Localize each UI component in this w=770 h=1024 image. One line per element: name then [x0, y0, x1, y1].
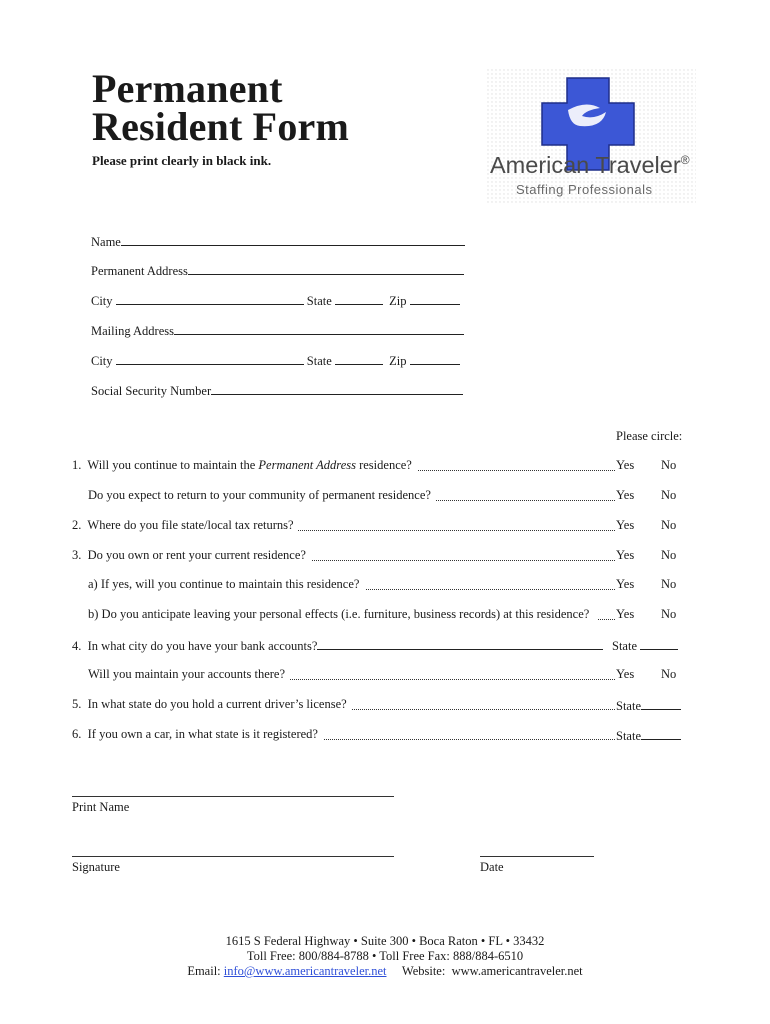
- yes-option[interactable]: Yes: [616, 607, 635, 621]
- signature-label: Signature: [72, 860, 120, 874]
- print-name-line[interactable]: [72, 796, 394, 797]
- logo-company-name: American Traveler: [490, 152, 681, 178]
- no-option[interactable]: No: [661, 548, 677, 562]
- state-field[interactable]: [612, 637, 678, 654]
- question-number: 4.: [72, 639, 82, 653]
- question-number: 3.: [72, 548, 82, 562]
- zip-line[interactable]: [410, 352, 460, 365]
- yes-option[interactable]: Yes: [616, 488, 635, 502]
- bank-city-line[interactable]: [317, 637, 603, 650]
- yes-option[interactable]: Yes: [616, 458, 635, 472]
- no-option[interactable]: No: [661, 577, 677, 591]
- no-option[interactable]: No: [661, 667, 677, 681]
- form-subtitle: Please print clearly in black ink.: [92, 153, 272, 168]
- leader-dots: [290, 679, 615, 680]
- leader-dots: [312, 560, 615, 561]
- permanent-address-line[interactable]: [188, 262, 464, 275]
- leader-dots: [324, 739, 615, 740]
- ssn-line[interactable]: [211, 382, 463, 395]
- date-line[interactable]: [480, 856, 594, 857]
- yes-option[interactable]: Yes: [616, 548, 635, 562]
- zip-label: Zip: [389, 354, 407, 368]
- no-option[interactable]: No: [661, 518, 677, 532]
- city-label: City: [91, 354, 113, 368]
- question-text: Do you own or rent your current residence?: [87, 548, 306, 562]
- question-number: 5.: [72, 697, 82, 711]
- permanent-address-label: Permanent Address: [91, 264, 188, 278]
- question-text: In what city do you have your bank accounts?: [87, 639, 318, 653]
- question-4: [72, 637, 603, 654]
- question-1b: Do you expect to return to your community of permanent residence?: [88, 488, 431, 502]
- question-5: [72, 697, 347, 712]
- name-label: Name: [91, 235, 121, 249]
- yes-option[interactable]: Yes: [616, 667, 635, 681]
- question-number: 1.: [72, 458, 82, 472]
- ssn-label: Social Security Number: [91, 384, 212, 398]
- print-name-label: Print Name: [72, 800, 130, 814]
- state-line[interactable]: [335, 292, 383, 305]
- question-3b: b) Do you anticipate leaving your personal effects (i.e. furniture, business records) at this residence?: [88, 607, 590, 621]
- state-line[interactable]: [335, 352, 383, 365]
- question-3: [72, 548, 306, 563]
- leader-dots: [298, 530, 615, 531]
- zip-line[interactable]: [410, 292, 460, 305]
- question-text: Will you continue to maintain the: [87, 458, 259, 472]
- signature-line[interactable]: [72, 856, 394, 857]
- date-label: Date: [480, 860, 504, 874]
- email-link[interactable]: info@www.americantraveler.net: [223, 964, 387, 978]
- leader-dots: [598, 619, 615, 620]
- permanent-address-field[interactable]: [91, 262, 464, 279]
- state-label: State: [612, 639, 637, 653]
- footer-contact: [0, 964, 770, 980]
- question-emphasis: Permanent Address: [258, 458, 356, 472]
- city-state-zip-2[interactable]: [91, 352, 460, 369]
- footer-address: 1615 S Federal Highway • Suite 300 • Boca Raton • FL • 33432: [225, 934, 545, 948]
- email-label: Email:: [187, 964, 224, 978]
- title-line-2: Resident Form: [92, 104, 349, 149]
- leader-dots: [366, 589, 615, 590]
- question-2: [72, 518, 294, 533]
- zip-label: Zip: [389, 294, 407, 308]
- city-label: City: [91, 294, 113, 308]
- question-number: 6.: [72, 727, 82, 741]
- state-field[interactable]: [616, 697, 681, 714]
- city-line[interactable]: [116, 352, 304, 365]
- state-line[interactable]: [641, 697, 681, 710]
- state-field[interactable]: [616, 727, 681, 744]
- website-text: Website: www.americantraveler.net: [386, 964, 583, 978]
- registered-mark: ®: [680, 153, 690, 168]
- state-line[interactable]: [641, 727, 681, 740]
- state-label: State: [306, 354, 332, 368]
- question-text: In what state do you hold a current driver’s license?: [87, 697, 347, 711]
- leader-dots: [418, 470, 615, 471]
- footer-phone: Toll Free: 800/884-8788 • Toll Free Fax: 888/884-6510: [246, 949, 524, 963]
- question-3a: a) If yes, will you continue to maintain this residence?: [88, 577, 360, 591]
- company-logo: [486, 68, 696, 208]
- mailing-address-label: Mailing Address: [91, 324, 174, 338]
- mailing-address-field[interactable]: [91, 322, 464, 339]
- question-4b: Will you maintain your accounts there?: [88, 667, 286, 681]
- name-field[interactable]: [91, 233, 465, 250]
- no-option[interactable]: No: [661, 458, 677, 472]
- title-line-1: Permanent: [92, 66, 283, 111]
- question-number: 2.: [72, 518, 82, 532]
- form-title: [92, 66, 349, 149]
- leader-dots: [352, 709, 615, 710]
- please-circle-label: Please circle:: [616, 429, 683, 443]
- name-line[interactable]: [121, 233, 465, 246]
- ssn-field[interactable]: [91, 382, 463, 399]
- state-label: State: [616, 699, 641, 713]
- question-1: [72, 458, 412, 473]
- question-6: [72, 727, 318, 742]
- question-text: residence?: [355, 458, 412, 472]
- mailing-address-line[interactable]: [174, 322, 464, 335]
- city-line[interactable]: [116, 292, 304, 305]
- state-line[interactable]: [640, 637, 678, 650]
- yes-option[interactable]: Yes: [616, 518, 635, 532]
- logo-tagline: Staffing Professionals: [516, 182, 653, 197]
- leader-dots: [436, 500, 615, 501]
- city-state-zip-1[interactable]: [91, 292, 460, 309]
- yes-option[interactable]: Yes: [616, 577, 635, 591]
- state-label: State: [616, 729, 641, 743]
- question-text: Where do you file state/local tax returns?: [87, 518, 294, 532]
- no-option[interactable]: No: [661, 488, 677, 502]
- question-text: If you own a car, in what state is it registered?: [87, 727, 318, 741]
- state-label: State: [306, 294, 332, 308]
- no-option[interactable]: No: [661, 607, 677, 621]
